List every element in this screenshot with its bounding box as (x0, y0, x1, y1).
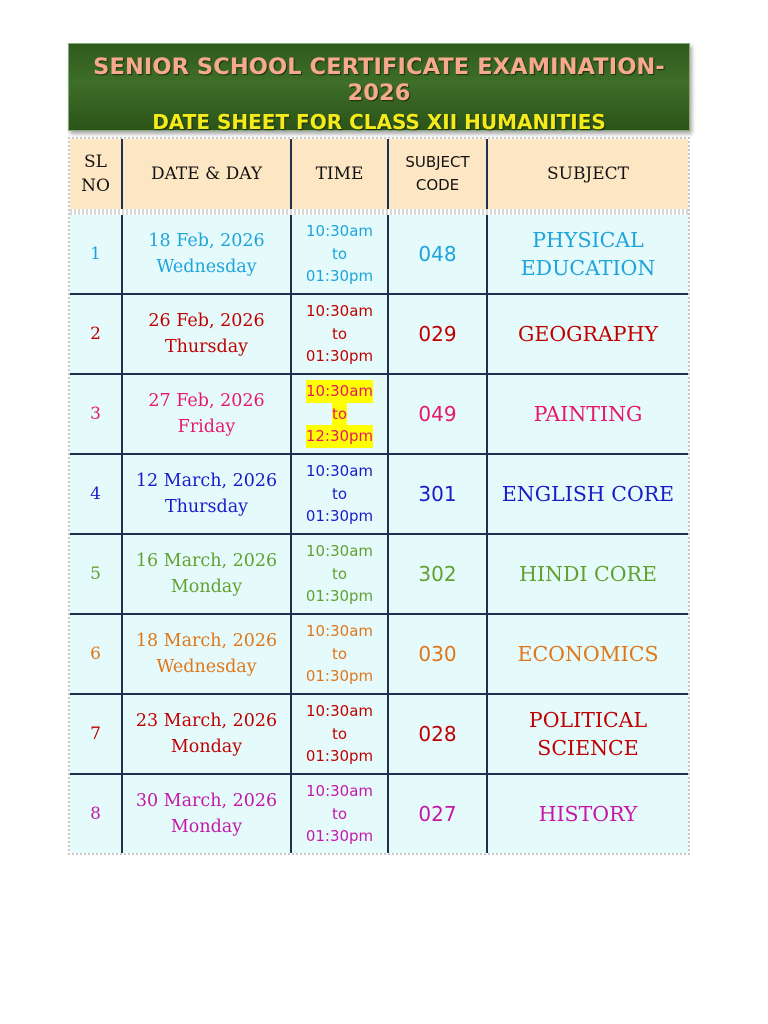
sl-no-cell: 1 (70, 215, 122, 294)
time-start: 10:30am (305, 782, 374, 801)
time-cell (291, 374, 388, 454)
sl-no-cell: 6 (70, 614, 122, 694)
date-sheet (68, 137, 690, 855)
subject-cell (487, 774, 688, 853)
subject-name: HISTORY (538, 802, 638, 826)
table-row (70, 694, 688, 774)
subject-cell (487, 215, 688, 294)
time-start: 10:30am (305, 702, 374, 721)
time-start: 10:30am (305, 542, 374, 561)
exam-date: 23 March, 2026 (135, 711, 278, 731)
time-cell (291, 614, 388, 694)
time-cell (291, 774, 388, 853)
subject-code-cell: 301 (388, 454, 487, 534)
time-end: 01:30pm (305, 667, 374, 686)
date-day-cell (122, 454, 291, 534)
time-cell (291, 215, 388, 294)
subject-code-cell: 049 (388, 374, 487, 454)
date-day-cell (122, 774, 291, 853)
subject-cell (487, 294, 688, 374)
time-start: 10:30am (305, 622, 374, 641)
table-row (70, 774, 688, 853)
time-start: 10:30am (305, 302, 374, 321)
exam-schedule-table (70, 139, 688, 853)
subject-cell (487, 694, 688, 774)
column-header-sl-no: SL NO (70, 139, 122, 209)
exam-date: 27 Feb, 2026 (148, 391, 265, 411)
time-to: to (331, 724, 348, 743)
subject-code-cell: 029 (388, 294, 487, 374)
page-subtitle: DATE SHEET FOR CLASS XII HUMANITIES (152, 110, 606, 134)
time-to: to (332, 403, 347, 426)
time-to: to (331, 244, 348, 263)
table-header-row (70, 139, 688, 209)
subject-code-cell: 028 (388, 694, 487, 774)
column-header-time: TIME (291, 139, 388, 209)
column-header-date-day: DATE & DAY (122, 139, 291, 209)
subject-name: HINDI CORE (519, 562, 657, 586)
exam-day: Monday (170, 737, 243, 757)
time-to: to (331, 484, 348, 503)
sl-no-cell: 4 (70, 454, 122, 534)
subject-name: POLITICAL (528, 708, 648, 732)
date-day-cell (122, 215, 291, 294)
subject-name-line2: SCIENCE (537, 736, 639, 760)
date-day-cell (122, 374, 291, 454)
subject-name: ECONOMICS (517, 642, 659, 666)
table-row (70, 374, 688, 454)
time-to: to (331, 644, 348, 663)
time-cell (291, 454, 388, 534)
sl-no-cell: 3 (70, 374, 122, 454)
exam-day: Friday (177, 417, 236, 437)
table-body (70, 215, 688, 853)
time-cell (291, 294, 388, 374)
subject-cell (487, 374, 688, 454)
subject-name-line2: EDUCATION (520, 256, 656, 280)
exam-day: Monday (170, 577, 243, 597)
exam-date: 18 March, 2026 (135, 631, 278, 651)
time-end: 01:30pm (305, 747, 374, 766)
time-start: 10:30am (305, 462, 374, 481)
time-start: 10:30am (306, 380, 373, 403)
exam-date: 26 Feb, 2026 (148, 311, 265, 331)
time-to: to (331, 324, 348, 343)
time-end: 01:30pm (305, 507, 374, 526)
subject-name: GEOGRAPHY (518, 322, 658, 346)
table-row (70, 215, 688, 294)
subject-name: PHYSICAL (532, 228, 644, 252)
subject-cell (487, 534, 688, 614)
subject-name: PAINTING (533, 402, 643, 426)
time-start: 10:30am (305, 222, 374, 241)
time-end: 12:30pm (306, 425, 373, 448)
table-row (70, 454, 688, 534)
date-day-cell (122, 534, 291, 614)
date-day-cell (122, 694, 291, 774)
subject-cell (487, 454, 688, 534)
table-row (70, 614, 688, 694)
subject-name: ENGLISH CORE (501, 482, 675, 506)
time-end: 01:30pm (305, 827, 374, 846)
exam-date: 12 March, 2026 (135, 471, 278, 491)
page-title: SENIOR SCHOOL CERTIFICATE EXAMINATION-2026 (93, 54, 665, 106)
exam-day: Thursday (164, 497, 249, 517)
time-to: to (331, 804, 348, 823)
time-end: 01:30pm (305, 347, 374, 366)
subject-code-cell: 302 (388, 534, 487, 614)
column-header-subject: SUBJECT (487, 139, 688, 209)
sl-no-cell: 5 (70, 534, 122, 614)
sl-no-cell: 8 (70, 774, 122, 853)
exam-date: 16 March, 2026 (135, 551, 278, 571)
time-cell (291, 694, 388, 774)
exam-day: Monday (170, 817, 243, 837)
table-row (70, 534, 688, 614)
subject-cell (487, 614, 688, 694)
time-end: 01:30pm (305, 587, 374, 606)
exam-date: 30 March, 2026 (135, 791, 278, 811)
date-day-cell (122, 294, 291, 374)
exam-day: Wednesday (156, 257, 257, 277)
title-banner (68, 43, 690, 134)
exam-day: Wednesday (156, 657, 257, 677)
table-row (70, 294, 688, 374)
time-end: 01:30pm (305, 267, 374, 286)
sl-no-cell: 2 (70, 294, 122, 374)
sl-no-cell: 7 (70, 694, 122, 774)
date-day-cell (122, 614, 291, 694)
exam-day: Thursday (164, 337, 249, 357)
exam-date: 18 Feb, 2026 (148, 231, 265, 251)
subject-code-cell: 027 (388, 774, 487, 853)
time-to: to (331, 564, 348, 583)
column-header-subject-code: SUBJECT CODE (388, 139, 487, 209)
time-cell (291, 534, 388, 614)
subject-code-cell: 048 (388, 215, 487, 294)
subject-code-cell: 030 (388, 614, 487, 694)
